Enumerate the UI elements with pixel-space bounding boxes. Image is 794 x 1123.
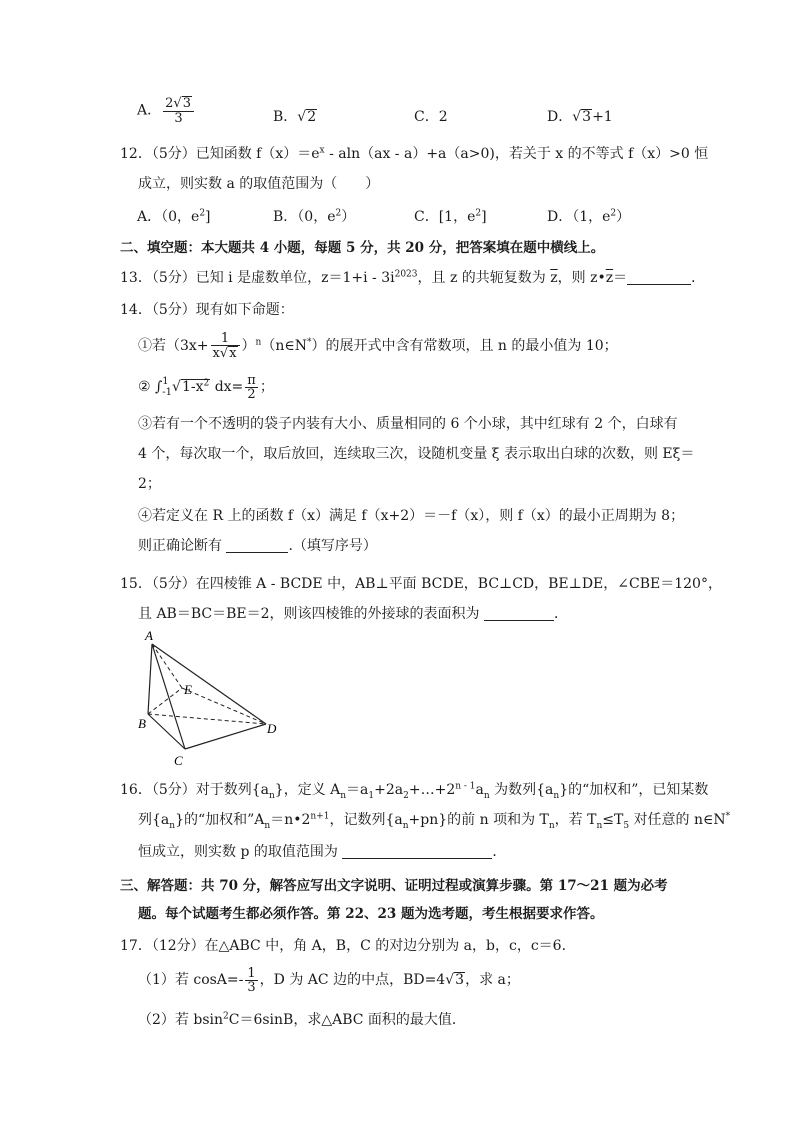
q13 [120,268,705,288]
text: 16．（5分）对于数列{a [120,782,269,798]
text: ② ∫ [138,379,163,395]
text: ] [205,209,211,225]
subscript: n [553,790,560,801]
subscript: n [483,790,490,801]
q12-option-d [547,206,630,226]
q15-line-1: 15．（5分）在四棱锥 A - BCDE 中，AB⊥平面 BCDE，BC⊥CD，BE⊥DE，∠CBE＝120°， [120,576,722,592]
fraction [245,374,258,401]
frac-num: 1 [247,965,256,981]
edge-ed [182,688,266,724]
text: （1）若 cosA=- [138,972,244,988]
edge-cd [185,724,266,749]
conjugate-z: $\overline{z}$ [550,270,558,286]
vertex-label-b: B [138,716,146,731]
text: 则正确论断有 [138,538,227,554]
text: 且 AB＝BC＝BE＝2，则该四棱锥的外接球的表面积为 [138,606,484,622]
text: ] [481,209,487,225]
text: +2a [374,782,404,798]
subscript: n [169,820,176,831]
text: a [475,782,484,798]
option-label: A． [137,102,162,119]
text: }的“加权和”，已知某数 [559,782,709,798]
subscript: n [268,790,275,801]
q14-proposition-2: ② ∫ 1 -1 $√1-x^2$ dx= $\frac{\pi}{2}$ ； [138,372,274,402]
superscript: n [255,337,262,348]
q14-proposition-3-line-3: 2； [138,476,161,492]
superscript: * [725,811,731,822]
q14-proposition-4: ④若定义在 R 上的函数 f（x）满足 f（x+2）＝－f（x），则 f（x）的最小正周期为 8； [138,508,685,524]
superscript: 2023 [394,269,418,280]
q14-proposition-3-line-2: 4 个，每次取一个，取后放回，连续取三次，设随机变量 ξ 表示取出白球的次数，则 Eξ＝ [138,446,695,462]
text: dx= [214,379,244,395]
superscript: 2 [223,1011,229,1022]
text: +…+2 [408,782,456,798]
text: （2）若 bsin [138,1012,223,1028]
frac-den: 3 [247,979,256,995]
subscript: n [264,820,271,831]
lower-limit: -1 [162,387,173,398]
text: - aln（ax - a）+a（a>0)，若关于 x 的不等式 f（x）>0 恒 [324,146,709,162]
option-label: D． [547,109,573,125]
q17-part-1: （1）若 cosA=- $\frac{1}{3}$ ，D 为 AC 边的中点，BD=4√3，求 a； [138,965,520,995]
subscript: n [596,820,603,831]
edge-ad [152,644,266,724]
text: ＝a [346,782,369,798]
pyramid-figure [130,624,290,770]
radicand: 3 [582,109,592,125]
text: ①若（3x+ [138,338,209,354]
radicand: 3 [182,96,191,111]
q16-line-2 [138,810,730,830]
text: 13．（5分）已知 i 是虚数单位，z＝1+i - 3i [120,270,395,286]
fraction: $\frac{2√3}{3}$ [163,96,194,125]
q11-option-a [137,96,196,125]
superscript: n - 1 [455,781,476,792]
option-label: C． [414,109,439,125]
frac-num: π [247,372,256,388]
superscript: 2 [335,208,342,219]
vertex-label-e: E [184,682,192,697]
text: ，记数列{a [329,812,403,828]
text: ） [341,209,356,225]
vertex-label-a: A [145,628,153,643]
frac-den: 2 [247,386,256,402]
fraction: $\frac{1}{x√x}$ [211,332,240,361]
conjugate-z: $\overline{z}$ [605,270,614,286]
text: ）的展开式中含有常数项，且 n 的最小值为 10； [311,338,618,354]
subscript: n [340,790,347,801]
text: ． [691,270,706,286]
text: 12．（5分）已知函数 f（x）＝e [120,146,320,162]
fraction [245,967,257,994]
superscript: x [319,145,325,156]
text: .（填写序号） [288,538,377,554]
vertex-label-c: C [174,753,183,768]
text: ，求 a； [465,972,520,988]
option-value: 2 [438,109,448,125]
text: ； [259,379,274,395]
q12-option-c [414,206,487,226]
radicand: x [229,345,237,361]
q16-line-3 [138,842,506,862]
q12-line-1 [120,144,708,164]
edge-ae [152,644,182,688]
radicand: 3 [455,972,465,988]
text: ，若 T [554,812,597,828]
text: C＝6sinB，求△ABC 面积的最大值． [228,1012,466,1028]
text: ． [492,844,507,860]
frac-den: x [212,345,220,361]
text: 对任意的 n∈N [629,812,726,828]
superscript: 2 [610,208,617,219]
text: ＝n•2 [270,812,311,828]
q16-line-1 [120,780,708,800]
option-tail: +1 [592,109,613,125]
q11-option-c [414,106,448,126]
subscript: 2 [403,790,409,801]
text: ＝ [613,270,628,286]
q12-line-2: 成立，则实数 a 的取值范围为（ ） [138,176,380,192]
q15-line-2 [138,604,568,624]
superscript: 2 [475,208,482,219]
subscript: n [548,820,555,831]
radicand: 1-x [181,379,204,395]
upper-limit: 1 [162,376,169,387]
q14-proposition-3-line-1: ③若有一个不透明的袋子内装有大小、质量相同的 6 个小球，其中红球有 2 个，白球有 [138,416,678,432]
superscript: n+1 [310,811,330,822]
text: ，D 为 AC 边的中点，BD=4 [259,972,446,988]
q17-part-2 [138,1010,466,1030]
section-3-heading-line-1: 三、解答题：共 70 分，解答应写出文字说明、证明过程或演算步骤。第 17～21 题为必考 [120,878,668,894]
subscript: n [402,820,409,831]
answer-blank[interactable] [627,270,691,285]
option-label: B． [273,109,298,125]
superscript: 2 [203,378,210,389]
text: D．（1，e [547,209,611,225]
answer-blank[interactable] [226,538,288,553]
text: ） [616,209,631,225]
q12-option-b [273,206,355,226]
text: 列{a [138,812,170,828]
answer-blank[interactable] [342,844,492,859]
q12-option-a [137,206,211,226]
subscript: 1 [368,790,375,801]
edge-ab [148,644,152,714]
text: ≤T [602,812,624,828]
q14-answer-line [138,536,377,556]
answer-blank[interactable] [484,606,554,621]
section-2-heading: 二、填空题：本大题共 4 小题，每题 5 分，共 20 分，把答案填在题中横线上。 [120,240,605,256]
superscript: * [306,337,312,348]
frac-den: 3 [174,111,183,126]
q17-heading: 17．（12分）在△ABC 中，角 A，B，C 的对边分别为 a，b，c，c＝6． [120,938,576,954]
subscript: 5 [623,820,630,831]
text: ，则 z• [557,270,606,286]
text: }的“加权和”A [175,812,265,828]
frac-num: 1 [211,332,240,346]
q11-option-b: B．√2 [273,109,317,125]
radicand: 2 [307,109,317,125]
text: ，且 z 的共轭复数为 [417,270,551,286]
superscript: 2 [199,208,206,219]
text: }，定义 A [274,782,341,798]
vertex-label-d: D [267,721,277,736]
q11-option-d: D．√3+1 [547,109,613,125]
edge-be [148,688,182,714]
q14-heading: 14．（5分）现有如下命题： [120,302,294,318]
section-3-heading-line-2: 题。每个试题考生都必须作答。第 22、23 题为选考题，考生根据要求作答。 [138,906,604,922]
edge-bd [148,714,266,724]
text: （n∈N [261,338,307,354]
text: ． [553,606,568,622]
text: B．（0，e [273,209,336,225]
frac-num: 2 [165,96,174,111]
text: 恒成立，则实数 p 的取值范围为 [138,844,343,860]
text: +pn}的前 n 项和为 T [408,812,549,828]
q14-proposition-1: ①若（3x+ $\frac{1}{x√x}$ ）$^n$（n∈N*）的展开式中含有常数项，且 n 的最小值为 10； [138,330,618,361]
text: 为数列{a [489,782,554,798]
text: C．[1，e [414,209,476,225]
text: A．（0，e [137,209,200,225]
